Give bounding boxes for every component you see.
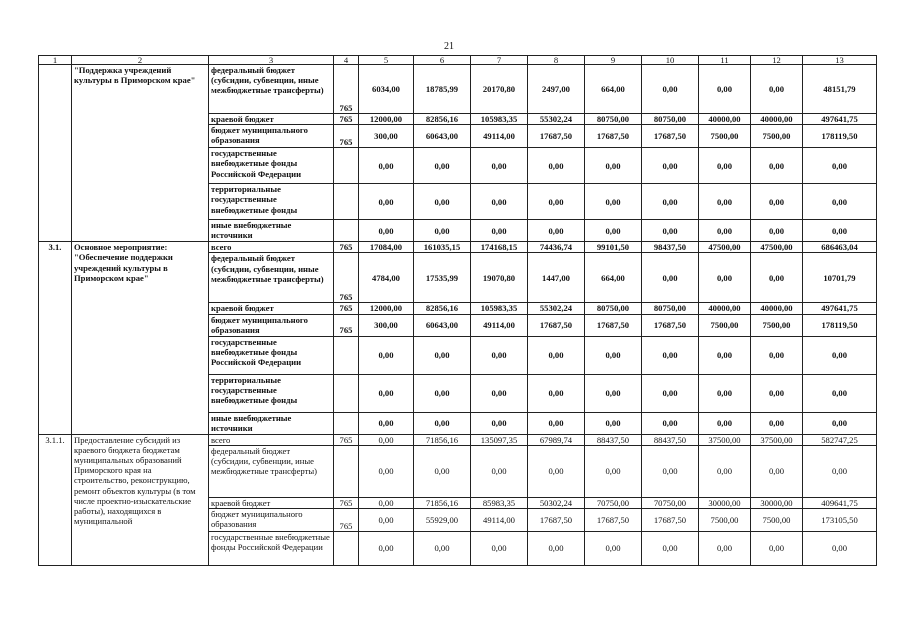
total-cell: 0,00 <box>803 445 877 497</box>
amount-cell: 0,00 <box>359 434 414 445</box>
amount-cell: 7500,00 <box>751 314 803 336</box>
amount-cell: 88437,50 <box>585 434 642 445</box>
amount-cell: 70750,00 <box>585 497 642 508</box>
total-cell: 409641,75 <box>803 497 877 508</box>
budget-table <box>38 55 877 566</box>
amount-cell: 0,00 <box>414 184 471 220</box>
amount-cell: 0,00 <box>359 336 414 374</box>
amount-cell: 0,00 <box>585 412 642 434</box>
amount-cell: 0,00 <box>471 336 528 374</box>
funding-source: территориальные государственные внебюджетные фонды <box>209 374 334 412</box>
amount-cell: 0,00 <box>585 220 642 242</box>
amount-cell: 664,00 <box>585 65 642 114</box>
amount-cell: 0,00 <box>414 532 471 566</box>
amount-cell: 0,00 <box>528 532 585 566</box>
amount-cell: 30000,00 <box>751 497 803 508</box>
amount-cell: 17687,50 <box>642 509 699 532</box>
amount-cell: 0,00 <box>528 184 585 220</box>
amount-cell: 17535,99 <box>414 253 471 303</box>
funding-source: государственные внебюджетные фонды Российской Федерации <box>209 532 334 566</box>
column-number-11: 11 <box>699 56 751 65</box>
column-number-6: 6 <box>414 56 471 65</box>
amount-cell: 80750,00 <box>585 303 642 314</box>
amount-cell: 0,00 <box>699 412 751 434</box>
amount-cell: 0,00 <box>642 445 699 497</box>
total-cell: 178119,50 <box>803 314 877 336</box>
column-number-4: 4 <box>334 56 359 65</box>
column-number-13: 13 <box>803 56 877 65</box>
total-cell: 178119,50 <box>803 125 877 148</box>
budget-code: 765 <box>334 497 359 508</box>
budget-code <box>334 532 359 566</box>
total-cell: 582747,25 <box>803 434 877 445</box>
amount-cell: 0,00 <box>642 336 699 374</box>
amount-cell: 0,00 <box>528 220 585 242</box>
budget-code: 765 <box>334 314 359 336</box>
amount-cell: 0,00 <box>751 148 803 184</box>
amount-cell: 67989,74 <box>528 434 585 445</box>
budget-code: 765 <box>334 303 359 314</box>
amount-cell: 0,00 <box>528 148 585 184</box>
amount-cell: 0,00 <box>471 374 528 412</box>
amount-cell: 0,00 <box>642 148 699 184</box>
amount-cell: 300,00 <box>359 125 414 148</box>
funding-source: всего <box>209 434 334 445</box>
amount-cell: 0,00 <box>699 445 751 497</box>
amount-cell: 0,00 <box>414 445 471 497</box>
funding-source: краевой бюджет <box>209 114 334 125</box>
amount-cell: 0,00 <box>359 374 414 412</box>
total-cell: 0,00 <box>803 220 877 242</box>
amount-cell: 0,00 <box>699 220 751 242</box>
amount-cell: 20170,80 <box>471 65 528 114</box>
amount-cell: 80750,00 <box>585 114 642 125</box>
amount-cell: 80750,00 <box>642 114 699 125</box>
table-row <box>39 242 877 253</box>
amount-cell: 0,00 <box>585 532 642 566</box>
amount-cell: 0,00 <box>642 184 699 220</box>
column-number-9: 9 <box>585 56 642 65</box>
amount-cell: 18785,99 <box>414 65 471 114</box>
budget-code <box>334 148 359 184</box>
amount-cell: 49114,00 <box>471 314 528 336</box>
budget-code <box>334 220 359 242</box>
funding-source: иные внебюджетные источники <box>209 220 334 242</box>
amount-cell: 0,00 <box>642 220 699 242</box>
budget-code <box>334 374 359 412</box>
budget-code <box>334 184 359 220</box>
amount-cell: 0,00 <box>414 412 471 434</box>
funding-source: федеральный бюджет (субсидии, субвенции, иные межбюджетные трансферты) <box>209 65 334 114</box>
funding-source: территориальные государственные внебюджетные фонды <box>209 184 334 220</box>
amount-cell: 88437,50 <box>642 434 699 445</box>
amount-cell: 0,00 <box>359 220 414 242</box>
page-number: 21 <box>444 41 454 52</box>
total-cell: 48151,79 <box>803 65 877 114</box>
amount-cell: 0,00 <box>751 445 803 497</box>
amount-cell: 0,00 <box>751 184 803 220</box>
budget-code <box>334 445 359 497</box>
amount-cell: 12000,00 <box>359 114 414 125</box>
amount-cell: 60643,00 <box>414 314 471 336</box>
budget-code: 765 <box>334 434 359 445</box>
column-number-1: 1 <box>39 56 72 65</box>
total-cell: 0,00 <box>803 412 877 434</box>
column-number-10: 10 <box>642 56 699 65</box>
amount-cell: 17687,50 <box>585 509 642 532</box>
amount-cell: 105983,35 <box>471 303 528 314</box>
amount-cell: 0,00 <box>585 148 642 184</box>
amount-cell: 0,00 <box>359 148 414 184</box>
amount-cell: 99101,50 <box>585 242 642 253</box>
amount-cell: 0,00 <box>471 412 528 434</box>
amount-cell: 0,00 <box>471 148 528 184</box>
amount-cell: 0,00 <box>528 412 585 434</box>
amount-cell: 0,00 <box>359 509 414 532</box>
total-cell: 173105,50 <box>803 509 877 532</box>
funding-source: федеральный бюджет (субсидии, субвенции, иные межбюджетные трансферты) <box>209 253 334 303</box>
amount-cell: 0,00 <box>642 65 699 114</box>
amount-cell: 0,00 <box>699 532 751 566</box>
amount-cell: 0,00 <box>751 65 803 114</box>
amount-cell: 60643,00 <box>414 125 471 148</box>
amount-cell: 0,00 <box>414 220 471 242</box>
amount-cell: 0,00 <box>528 445 585 497</box>
amount-cell: 0,00 <box>642 374 699 412</box>
amount-cell: 40000,00 <box>699 303 751 314</box>
column-number-row <box>39 56 877 65</box>
amount-cell: 12000,00 <box>359 303 414 314</box>
amount-cell: 2497,00 <box>528 65 585 114</box>
amount-cell: 0,00 <box>359 532 414 566</box>
amount-cell: 49114,00 <box>471 125 528 148</box>
funding-source: федеральный бюджет (субсидии, субвенции, иные межбюджетные трансферты) <box>209 445 334 497</box>
amount-cell: 0,00 <box>699 148 751 184</box>
amount-cell: 17687,50 <box>528 314 585 336</box>
amount-cell: 0,00 <box>585 374 642 412</box>
amount-cell: 664,00 <box>585 253 642 303</box>
total-cell: 0,00 <box>803 336 877 374</box>
amount-cell: 0,00 <box>699 65 751 114</box>
funding-source: государственные внебюджетные фонды Российской Федерации <box>209 336 334 374</box>
amount-cell: 0,00 <box>359 184 414 220</box>
amount-cell: 0,00 <box>751 374 803 412</box>
funding-source: краевой бюджет <box>209 497 334 508</box>
budget-code: 765 <box>334 253 359 303</box>
total-cell: 497641,75 <box>803 114 877 125</box>
amount-cell: 0,00 <box>751 412 803 434</box>
amount-cell: 82856,16 <box>414 114 471 125</box>
total-cell: 10701,79 <box>803 253 877 303</box>
amount-cell: 0,00 <box>751 220 803 242</box>
table-row <box>39 65 877 114</box>
amount-cell: 0,00 <box>528 336 585 374</box>
amount-cell: 17687,50 <box>642 125 699 148</box>
amount-cell: 135097,35 <box>471 434 528 445</box>
funding-source: иные внебюджетные источники <box>209 412 334 434</box>
amount-cell: 0,00 <box>471 445 528 497</box>
amount-cell: 40000,00 <box>751 114 803 125</box>
amount-cell: 7500,00 <box>751 125 803 148</box>
funding-source: государственные внебюджетные фонды Российской Федерации <box>209 148 334 184</box>
amount-cell: 49114,00 <box>471 509 528 532</box>
amount-cell: 40000,00 <box>751 303 803 314</box>
amount-cell: 0,00 <box>751 532 803 566</box>
budget-code: 765 <box>334 242 359 253</box>
amount-cell: 98437,50 <box>642 242 699 253</box>
amount-cell: 47500,00 <box>699 242 751 253</box>
amount-cell: 0,00 <box>414 374 471 412</box>
column-number-5: 5 <box>359 56 414 65</box>
amount-cell: 0,00 <box>699 374 751 412</box>
amount-cell: 174168,15 <box>471 242 528 253</box>
amount-cell: 17084,00 <box>359 242 414 253</box>
amount-cell: 37500,00 <box>751 434 803 445</box>
funding-source: всего <box>209 242 334 253</box>
amount-cell: 0,00 <box>359 497 414 508</box>
amount-cell: 47500,00 <box>751 242 803 253</box>
amount-cell: 17687,50 <box>642 314 699 336</box>
amount-cell: 0,00 <box>471 220 528 242</box>
amount-cell: 30000,00 <box>699 497 751 508</box>
item-index: 3.1. <box>39 242 72 434</box>
column-number-8: 8 <box>528 56 585 65</box>
budget-code: 765 <box>334 114 359 125</box>
amount-cell: 7500,00 <box>751 509 803 532</box>
budget-code: 765 <box>334 65 359 114</box>
amount-cell: 71856,16 <box>414 497 471 508</box>
amount-cell: 0,00 <box>528 374 585 412</box>
amount-cell: 0,00 <box>414 148 471 184</box>
amount-cell: 17687,50 <box>528 125 585 148</box>
funding-source: бюджет муниципального образования <box>209 125 334 148</box>
amount-cell: 0,00 <box>699 336 751 374</box>
amount-cell: 17687,50 <box>585 125 642 148</box>
amount-cell: 0,00 <box>414 336 471 374</box>
item-name: Основное мероприятие: "Обеспечение поддержки учреждений культуры в Приморском крае" <box>72 242 209 434</box>
amount-cell: 300,00 <box>359 314 414 336</box>
amount-cell: 0,00 <box>585 445 642 497</box>
budget-code <box>334 412 359 434</box>
amount-cell: 17687,50 <box>585 314 642 336</box>
funding-source: бюджет муниципального образования <box>209 509 334 532</box>
table-row <box>39 434 877 445</box>
budget-code: 765 <box>334 125 359 148</box>
amount-cell: 40000,00 <box>699 114 751 125</box>
amount-cell: 19070,80 <box>471 253 528 303</box>
amount-cell: 161035,15 <box>414 242 471 253</box>
amount-cell: 0,00 <box>699 184 751 220</box>
item-index: 3.1.1. <box>39 434 72 565</box>
amount-cell: 7500,00 <box>699 509 751 532</box>
item-name: Предоставление субсидий из краевого бюджета бюджетам муниципальных образований Приморского края на строительство, реконструкцию, ремонт объектов культуры (в том числе проектно-изыскательские работы), находящихся в муниципальной <box>72 434 209 565</box>
amount-cell: 7500,00 <box>699 314 751 336</box>
amount-cell: 0,00 <box>642 412 699 434</box>
amount-cell: 55302,24 <box>528 114 585 125</box>
amount-cell: 0,00 <box>359 445 414 497</box>
amount-cell: 0,00 <box>585 184 642 220</box>
item-name: "Поддержка учреждений культуры в Приморском крае" <box>72 65 209 242</box>
total-cell: 0,00 <box>803 374 877 412</box>
amount-cell: 1447,00 <box>528 253 585 303</box>
amount-cell: 85983,35 <box>471 497 528 508</box>
budget-code: 765 <box>334 509 359 532</box>
amount-cell: 0,00 <box>751 253 803 303</box>
amount-cell: 82856,16 <box>414 303 471 314</box>
amount-cell: 7500,00 <box>699 125 751 148</box>
funding-source: краевой бюджет <box>209 303 334 314</box>
column-number-7: 7 <box>471 56 528 65</box>
amount-cell: 4784,00 <box>359 253 414 303</box>
amount-cell: 105983,35 <box>471 114 528 125</box>
total-cell: 686463,04 <box>803 242 877 253</box>
amount-cell: 50302,24 <box>528 497 585 508</box>
amount-cell: 0,00 <box>585 336 642 374</box>
amount-cell: 0,00 <box>642 253 699 303</box>
column-number-3: 3 <box>209 56 334 65</box>
budget-code <box>334 336 359 374</box>
total-cell: 0,00 <box>803 532 877 566</box>
total-cell: 0,00 <box>803 148 877 184</box>
amount-cell: 0,00 <box>642 532 699 566</box>
amount-cell: 0,00 <box>471 532 528 566</box>
amount-cell: 0,00 <box>751 336 803 374</box>
amount-cell: 17687,50 <box>528 509 585 532</box>
column-number-2: 2 <box>72 56 209 65</box>
amount-cell: 71856,16 <box>414 434 471 445</box>
funding-source: бюджет муниципального образования <box>209 314 334 336</box>
item-index <box>39 65 72 242</box>
amount-cell: 6034,00 <box>359 65 414 114</box>
amount-cell: 55302,24 <box>528 303 585 314</box>
total-cell: 497641,75 <box>803 303 877 314</box>
total-cell: 0,00 <box>803 184 877 220</box>
amount-cell: 55929,00 <box>414 509 471 532</box>
amount-cell: 0,00 <box>471 184 528 220</box>
amount-cell: 0,00 <box>359 412 414 434</box>
amount-cell: 70750,00 <box>642 497 699 508</box>
table-body <box>39 56 877 566</box>
amount-cell: 80750,00 <box>642 303 699 314</box>
column-number-12: 12 <box>751 56 803 65</box>
amount-cell: 0,00 <box>699 253 751 303</box>
amount-cell: 74436,74 <box>528 242 585 253</box>
amount-cell: 37500,00 <box>699 434 751 445</box>
